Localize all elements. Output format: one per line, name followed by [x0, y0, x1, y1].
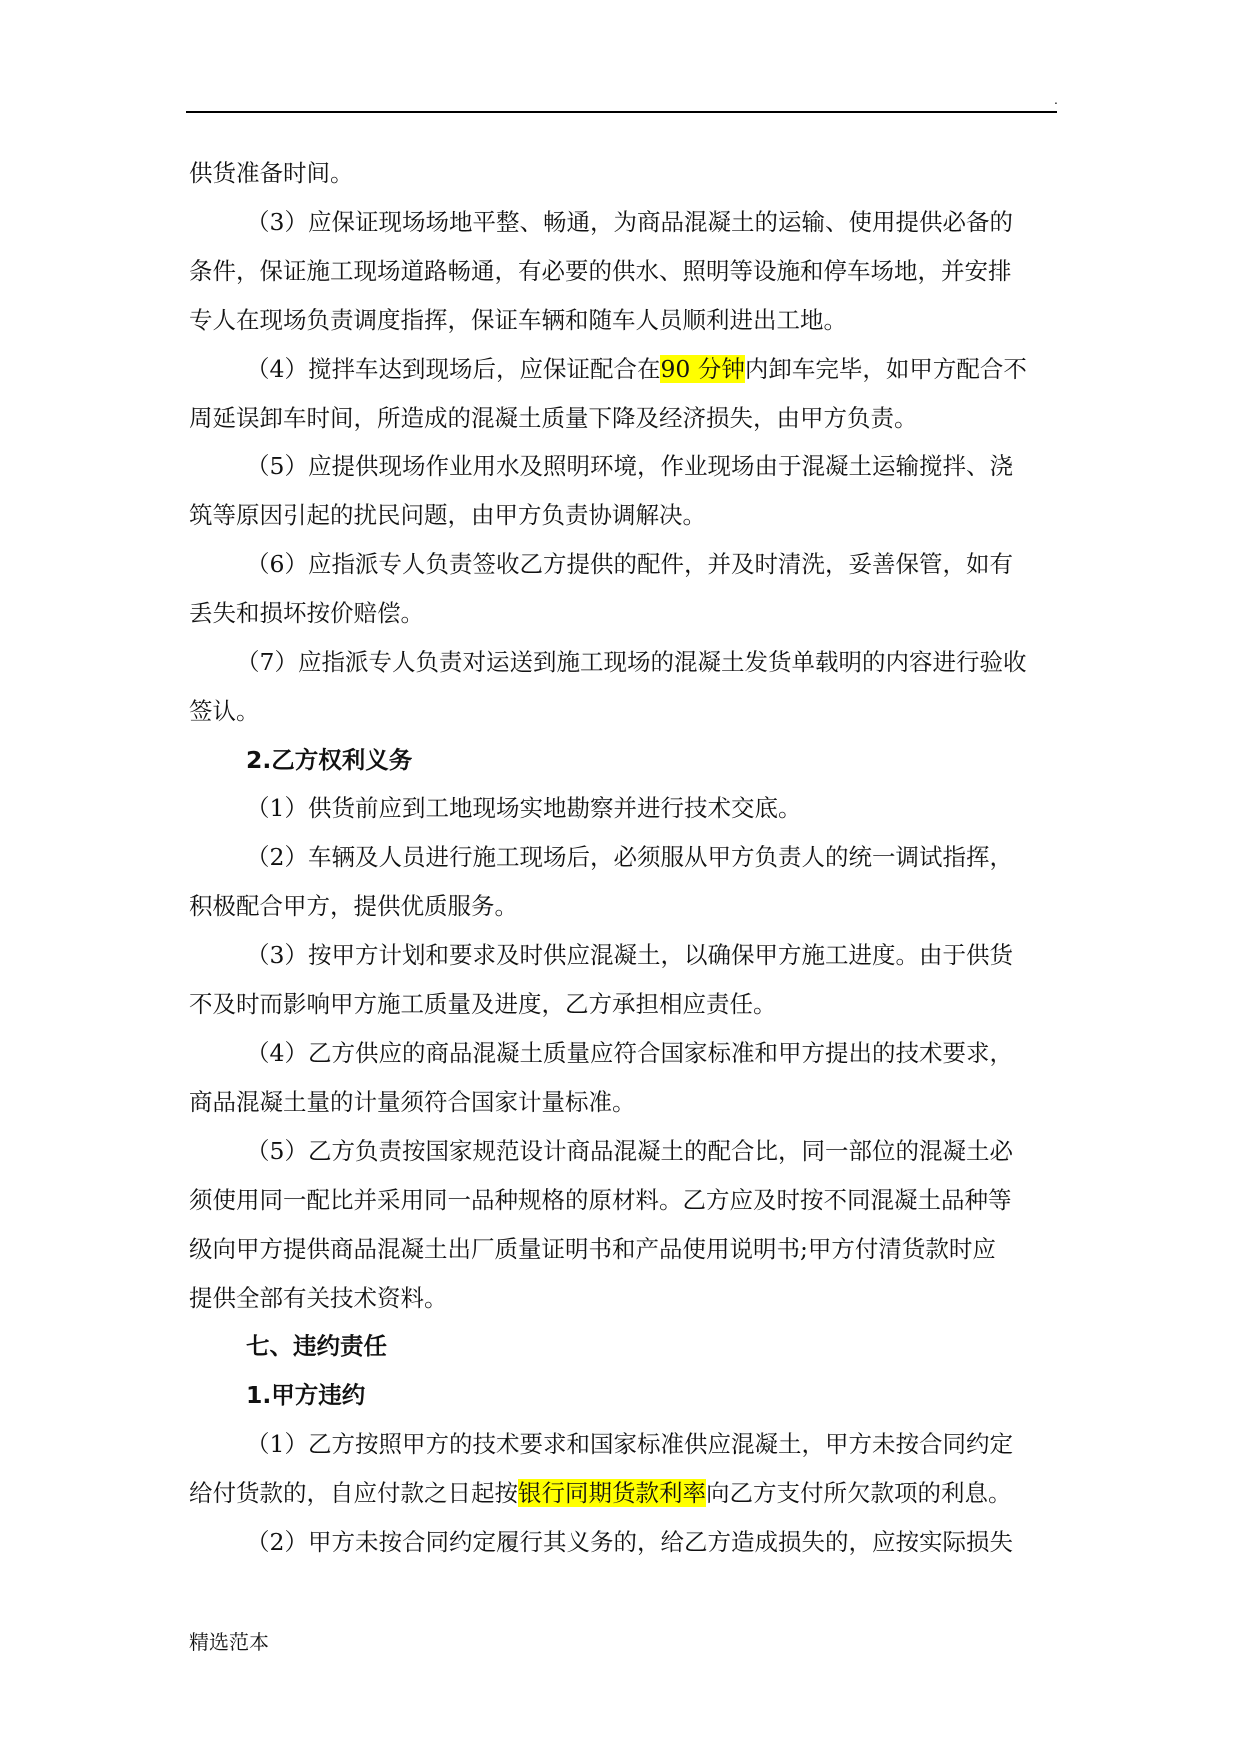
chapter-heading: 七、违约责任 — [246, 1332, 387, 1360]
body-line: 专人在现场负责调度指挥，保证车辆和随车人员顺利进出工地。 — [189, 306, 847, 334]
body-line: （6）应指派专人负责签收乙方提供的配件，并及时清洗，妥善保管，如有 — [246, 550, 1013, 578]
body-line: 丢失和损坏按价赔偿。 — [189, 599, 424, 627]
header-rule — [186, 111, 1057, 113]
body-line: （2）车辆及人员进行施工现场后，必须服从甲方负责人的统一调试指挥， — [246, 843, 1013, 871]
body-line: （3）应保证现场场地平整、畅通，为商品混凝土的运输、使用提供必备的 — [246, 208, 1013, 236]
body-line: 提供全部有关技术资料。 — [189, 1284, 448, 1312]
text-segment: 向乙方支付所欠款项的利息。 — [706, 1479, 1012, 1507]
body-line: （1）供货前应到工地现场实地勘察并进行技术交底。 — [246, 794, 802, 822]
body-line: 签认。 — [189, 697, 260, 725]
text-segment: 内卸车完毕，如甲方配合不 — [744, 355, 1027, 383]
body-line: 级向甲方提供商品混凝土出厂质量证明书和产品使用说明书;甲方付清货款时应 — [189, 1235, 996, 1263]
body-line — [189, 1478, 1012, 1508]
body-line: 积极配合甲方，提供优质服务。 — [189, 892, 518, 920]
body-line: （4）乙方供应的商品混凝土质量应符合国家标准和甲方提出的技术要求， — [246, 1039, 1013, 1067]
body-line: （5）乙方负责按国家规范设计商品混凝土的配合比，同一部位的混凝土必 — [246, 1137, 1013, 1165]
highlighted-text: 90 分钟 — [660, 355, 745, 383]
body-line — [246, 354, 1027, 384]
body-line: 周延误卸车时间，所造成的混凝土质量下降及经济损失，由甲方负责。 — [189, 404, 918, 432]
body-line: 不及时而影响甲方施工质量及进度，乙方承担相应责任。 — [189, 990, 777, 1018]
text-segment: （4）搅拌车达到现场后，应保证配合在 — [246, 355, 661, 383]
body-line: 供货准备时间。 — [189, 159, 354, 187]
body-line: （5）应提供现场作业用水及照明环境，作业现场由于混凝土运输搅拌、浇 — [246, 452, 1013, 480]
body-line: 须使用同一配比并采用同一品种规格的原材料。乙方应及时按不同混凝土品种等 — [189, 1186, 1012, 1214]
body-line: 筑等原因引起的扰民问题，由甲方负责协调解决。 — [189, 501, 706, 529]
body-line: （3）按甲方计划和要求及时供应混凝土，以确保甲方施工进度。由于供货 — [246, 941, 1013, 969]
body-line: （7）应指派专人负责对运送到施工现场的混凝土发货单载明的内容进行验收 — [236, 648, 1027, 676]
body-line: 商品混凝土量的计量须符合国家计量标准。 — [189, 1088, 636, 1116]
body-line: 条件，保证施工现场道路畅通，有必要的供水、照明等设施和停车场地，并安排 — [189, 257, 1012, 285]
text-segment: 给付货款的，自应付款之日起按 — [189, 1479, 518, 1507]
section-heading: 2.乙方权利义务 — [246, 746, 413, 774]
highlighted-text: 银行同期货款利率 — [518, 1479, 706, 1507]
page-footer: 精选范本 — [189, 1630, 269, 1654]
body-line: （1）乙方按照甲方的技术要求和国家标准供应混凝土，甲方未按合同约定 — [246, 1430, 1013, 1458]
body-line: （2）甲方未按合同约定履行其义务的，给乙方造成损失的，应按实际损失 — [246, 1528, 1013, 1556]
section-heading: 1.甲方违约 — [246, 1381, 366, 1409]
header-mark: . — [1054, 91, 1058, 107]
